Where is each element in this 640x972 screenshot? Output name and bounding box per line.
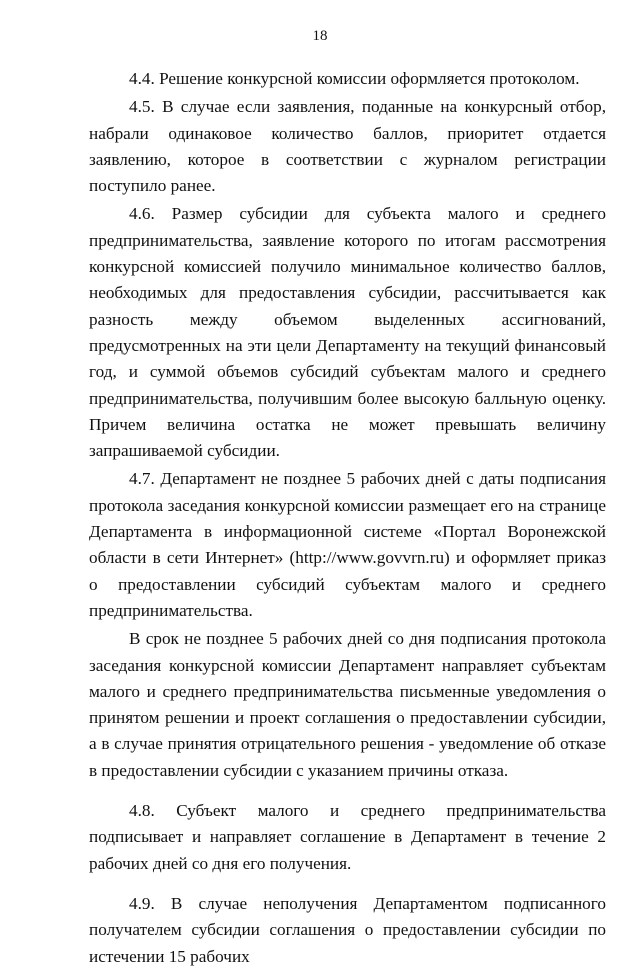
paragraph-4-5: 4.5. В случае если заявления, поданные на конкурсный отбор, набрали одинаковое количество баллов, приоритет отдается заявлению, которое в соответствии с журналом регистрации поступило ранее. bbox=[89, 97, 606, 196]
paragraph-4-8: 4.8. Субъект малого и среднего предпринимательства подписывает и направляет соглашение в Департамент в течение 2 рабочих дней со дня его получения. bbox=[89, 801, 606, 873]
paragraph-4-4: 4.4. Решение конкурсной комиссии оформляется протоколом. bbox=[129, 69, 580, 88]
document-body bbox=[89, 66, 606, 972]
page-number: 18 bbox=[312, 28, 328, 44]
paragraph-notification-deadline: В срок не позднее 5 рабочих дней со дня подписания протокола заседания конкурсной комиссии Департамент направляет субъектам малого и среднего предпринимательства письменные уведомления о принятом решении и проект соглашения о предоставлении субсидии, а в случае принятия отрицательного решения - уведомление об отказе в предоставлении субсидии с указанием причины отказа. bbox=[89, 629, 606, 780]
paragraph-4-9: 4.9. В случае неполучения Департаментом подписанного получателем субсидии соглашения о предоставлении субсидии по истечении 15 рабочих bbox=[89, 893, 606, 966]
paragraph-4-6: 4.6. Размер субсидии для субъекта малого и среднего предпринимательства, заявление которого по итогам рассмотрения конкурсной комиссией получило минимальное количество баллов, необходимых для предоставления субсидии, рассчитывается как разность между объемом выделенных ассигнований, предусмотренных на эти цели Департаменту на текущий финансовый год, и суммой объемов субсидий субъектам малого и среднего предпринимательства, получившим более высокую балльную оценку. Причем величина остатка не может превышать величину запрашиваемой субсидии. bbox=[89, 204, 606, 461]
paragraph-4-7: 4.7. Департамент не позднее 5 рабочих дней с даты подписания протокола заседания конкурсной комиссии размещает его на странице Департамента в информационной системе «Портал Воронежской области в сети Интернет» (http://www.govvrn.ru) и оформляет приказ о предоставлении субсидий субъектам малого и среднего предпринимательства. bbox=[89, 469, 606, 620]
